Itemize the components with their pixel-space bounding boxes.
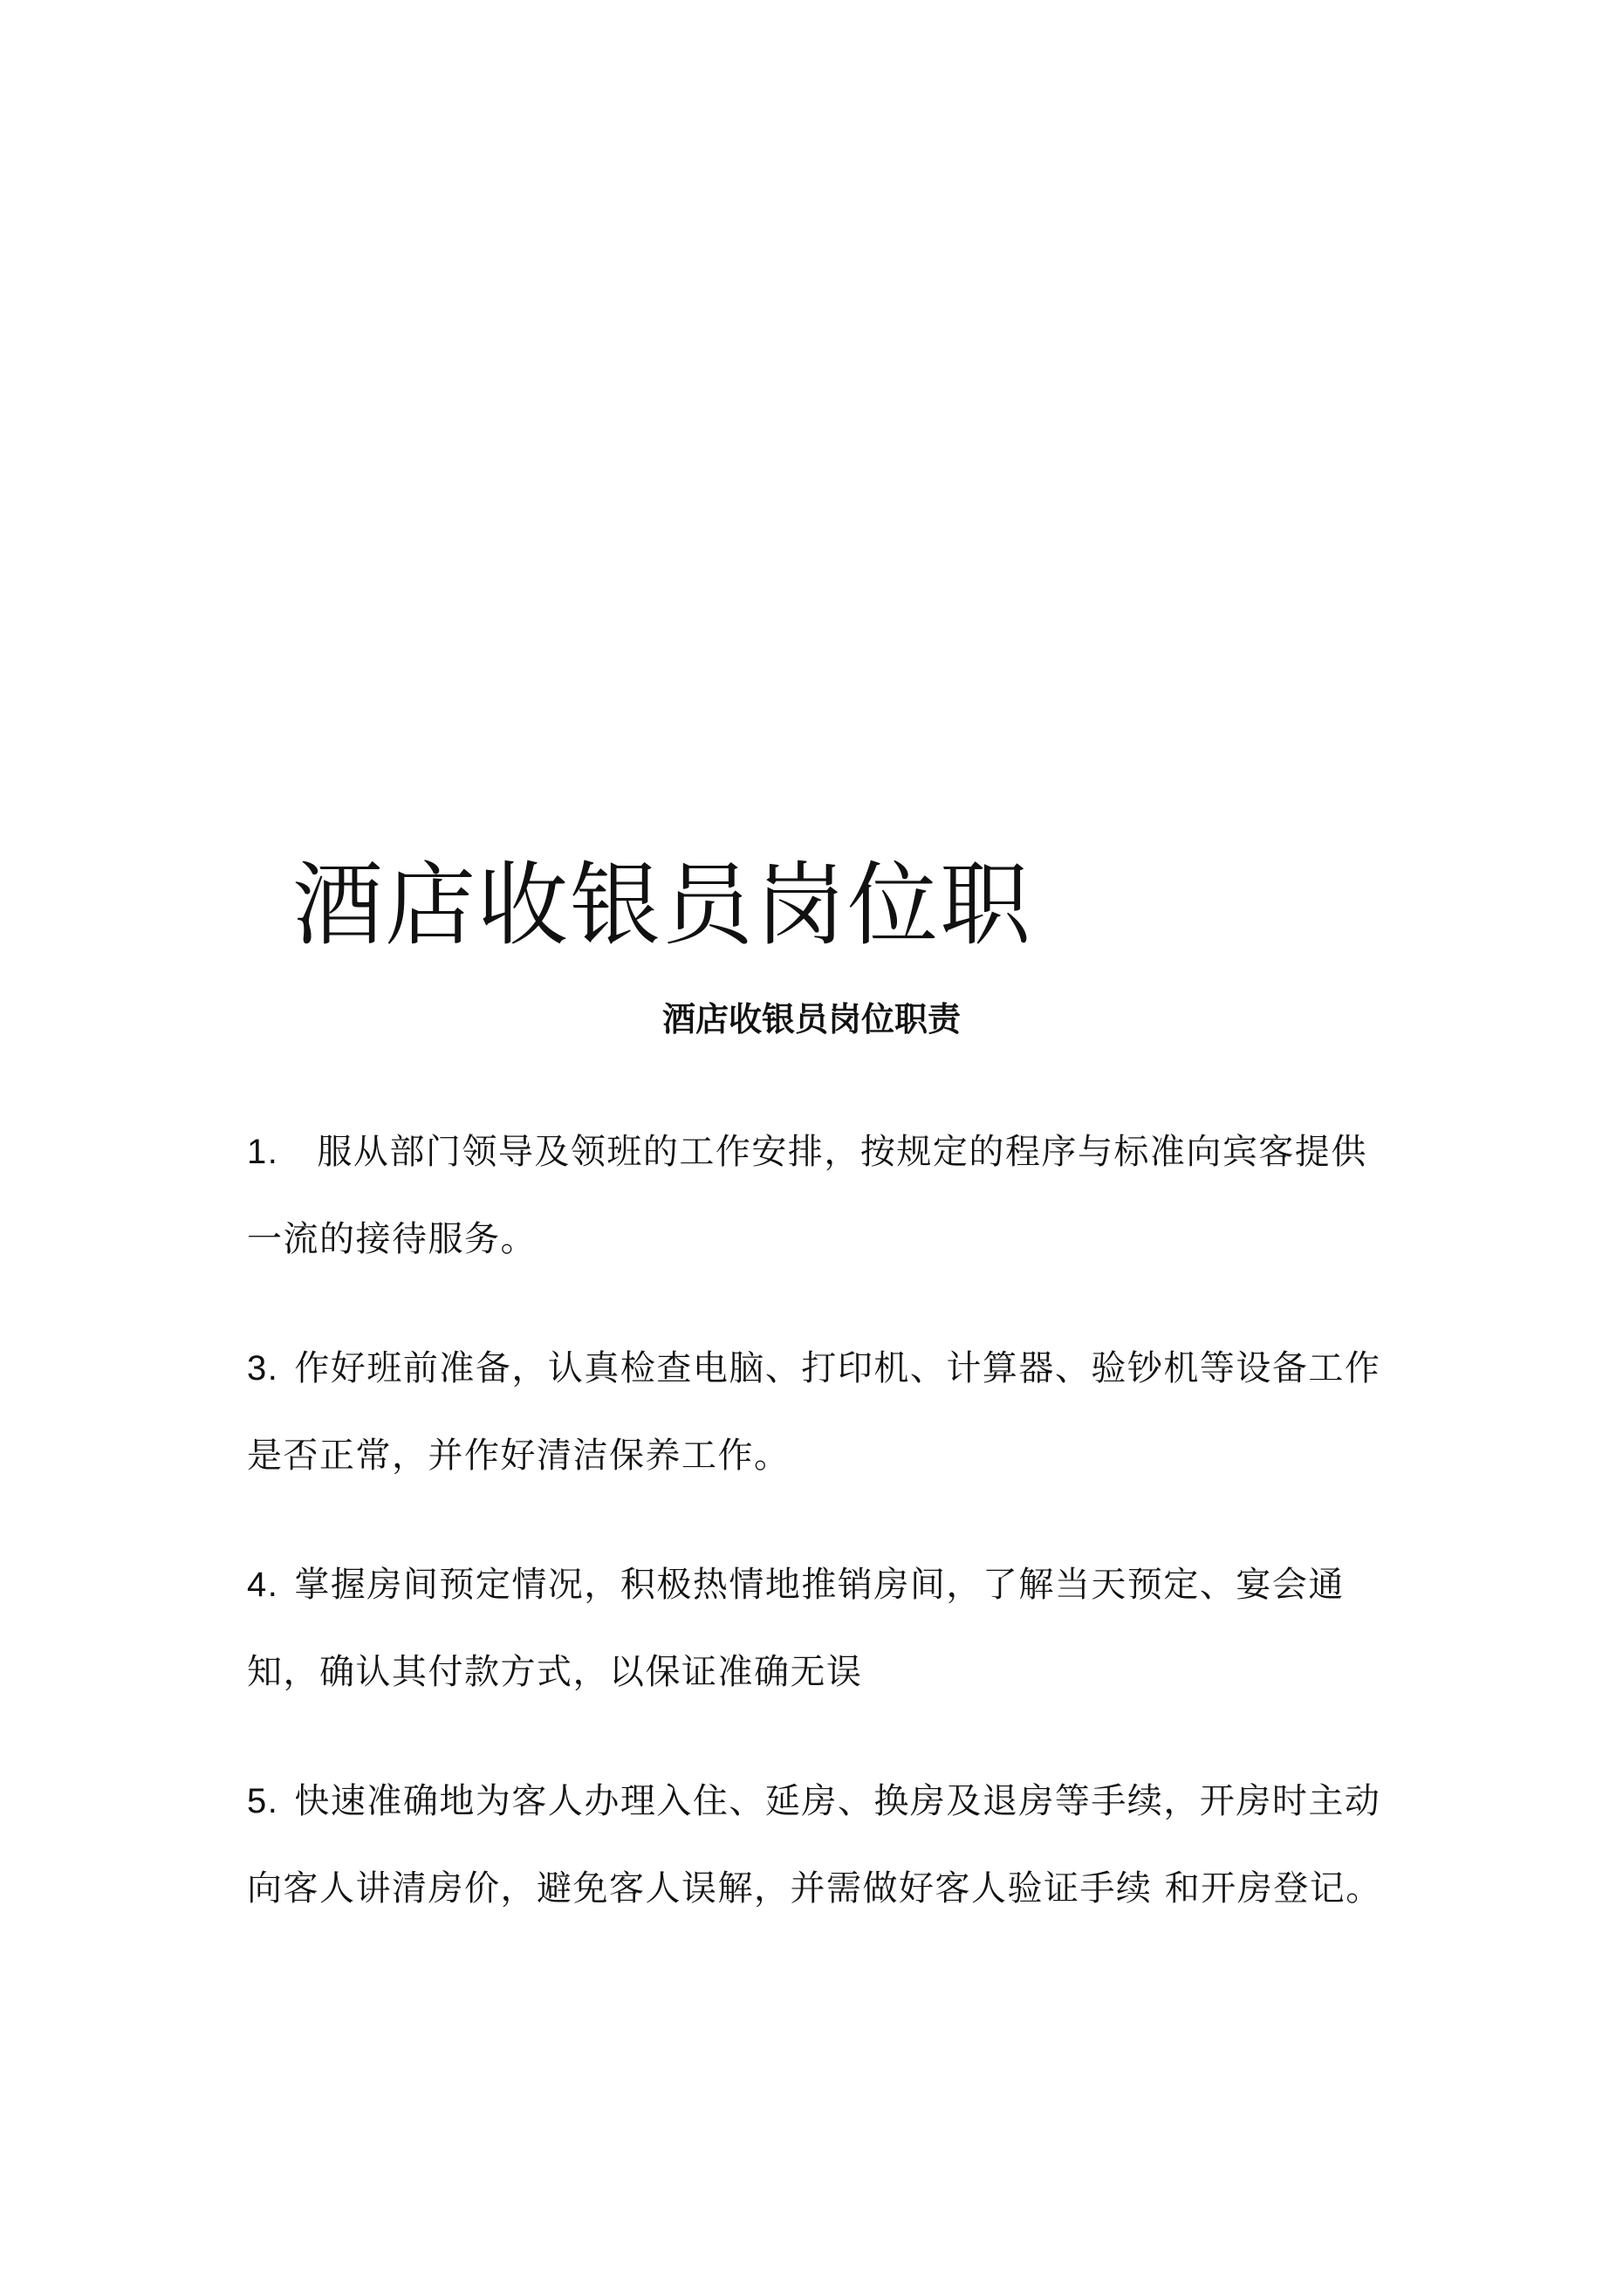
duty-item — [247, 1108, 1386, 1283]
document-subtitle: 酒店收银员岗位职责 — [661, 999, 961, 1038]
duty-item-number: 4. — [247, 1566, 279, 1604]
duty-item-number: 1. — [247, 1133, 279, 1171]
duty-item-text: 服从部门领导及领班的工作安排，按规定的程序与标准向宾客提供一流的接待服务。 — [247, 1132, 1367, 1259]
duty-item-text: 快速准确地为客人办理入住、延房、换房及退房等手续，开房时主动向客人讲清房价，避免客人误解，并需做好客人验证手续 和开房登记。 — [247, 1781, 1382, 1909]
duty-item — [247, 1758, 1386, 1932]
duty-list — [247, 1108, 1386, 1974]
duty-item-number: 5. — [247, 1782, 279, 1820]
duty-item — [247, 1541, 1386, 1716]
duty-item-text: 掌握房间预定情况，积极热情地推销房间，了解当天预定、宴会通知，确认其付款方式，以保证准确无误 — [247, 1565, 1345, 1692]
duty-item-number: 3. — [247, 1349, 279, 1388]
duty-item — [247, 1325, 1386, 1499]
document-title: 酒店收银员岗位职 — [292, 852, 1033, 958]
duty-item-text: 作好班前准备，认真检查电脑、打印机、计算器、验钞机等设备工作是否正常，并作好清洁保养工作。 — [247, 1348, 1381, 1476]
